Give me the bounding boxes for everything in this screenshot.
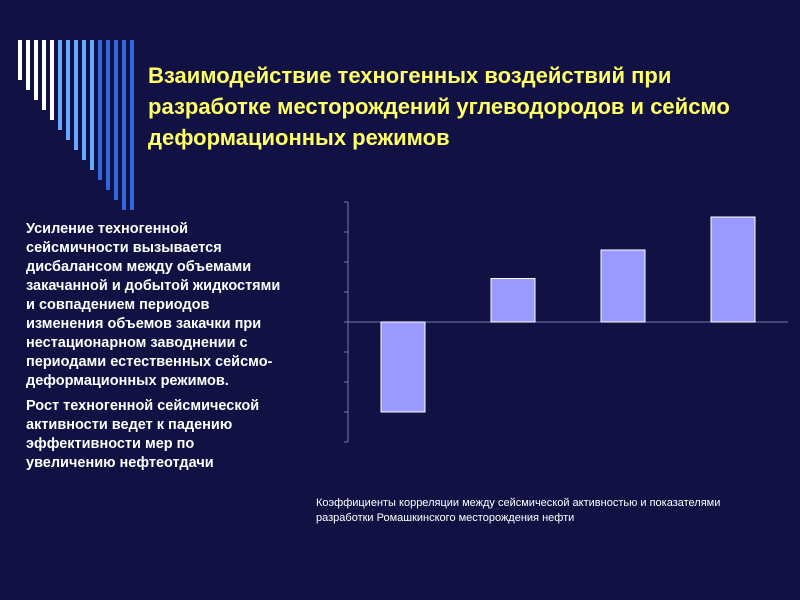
- stripe: [34, 40, 38, 100]
- bullet-1-line: деформационных режимов.: [26, 373, 229, 389]
- stripe: [122, 40, 126, 210]
- bullet-marker-icon: [6, 397, 26, 473]
- stripe: [106, 40, 110, 190]
- decorative-stripes: [0, 0, 160, 210]
- correlation-bar-chart: [300, 190, 800, 480]
- bullet-item-2: [6, 397, 314, 473]
- bullet-1-line: сейсмичности вызывается: [26, 240, 222, 256]
- stripe: [18, 40, 22, 80]
- bar: [601, 250, 645, 322]
- stripe: [98, 40, 102, 180]
- bullet-text-2: [26, 397, 259, 473]
- bar: [711, 217, 755, 322]
- stripe: [130, 40, 134, 210]
- title-line-1: Взаимодействие техногенных воздействий при: [148, 63, 672, 88]
- chart-caption: [316, 496, 796, 526]
- bullet-marker-icon: [6, 220, 26, 391]
- bullet-2-line: активности ведет к падению: [26, 417, 233, 433]
- stripe: [114, 40, 118, 200]
- caption-line-2: разработки Ромашкинского месторождения нефти: [316, 512, 575, 524]
- stripe: [66, 40, 70, 140]
- stripe: [74, 40, 78, 150]
- bullet-list: [6, 220, 314, 479]
- bullet-1-line: и совпадением периодов: [26, 297, 210, 313]
- bullet-1-line: изменения объемов закачки при: [26, 316, 262, 332]
- stripe: [58, 40, 62, 130]
- stripe: [82, 40, 86, 160]
- bullet-1-line: закачанной и добытой жидкостями: [26, 278, 281, 294]
- bar: [381, 322, 425, 412]
- bullet-1-line: периодами естественных сейсмо-: [26, 354, 273, 370]
- bullet-1-line: дисбалансом между объемами: [26, 259, 252, 275]
- stripe: [50, 40, 54, 120]
- stripe: [42, 40, 46, 110]
- bullet-text-1: [26, 220, 280, 391]
- stripe: [26, 40, 30, 90]
- bullet-1-line: нестационарном заводнении с: [26, 335, 248, 351]
- bullet-1-line: Усиление техногенной: [26, 221, 188, 237]
- bullet-2-line: Рост техногенной сейсмической: [26, 398, 260, 414]
- stripe: [90, 40, 94, 170]
- title-line-2: разработке месторождений углеводородов и сейсмо: [148, 94, 730, 119]
- title-line-3: деформационных режимов: [148, 125, 450, 150]
- bullet-item-1: [6, 220, 314, 391]
- slide-title: [148, 60, 800, 153]
- bullet-2-line: увеличению нефтеотдачи: [26, 455, 214, 471]
- bullet-2-line: эффективности мер по: [26, 436, 195, 452]
- caption-line-1: Коэффициенты корреляции между сейсмической активностью и показателями: [316, 497, 721, 509]
- bar: [491, 279, 535, 323]
